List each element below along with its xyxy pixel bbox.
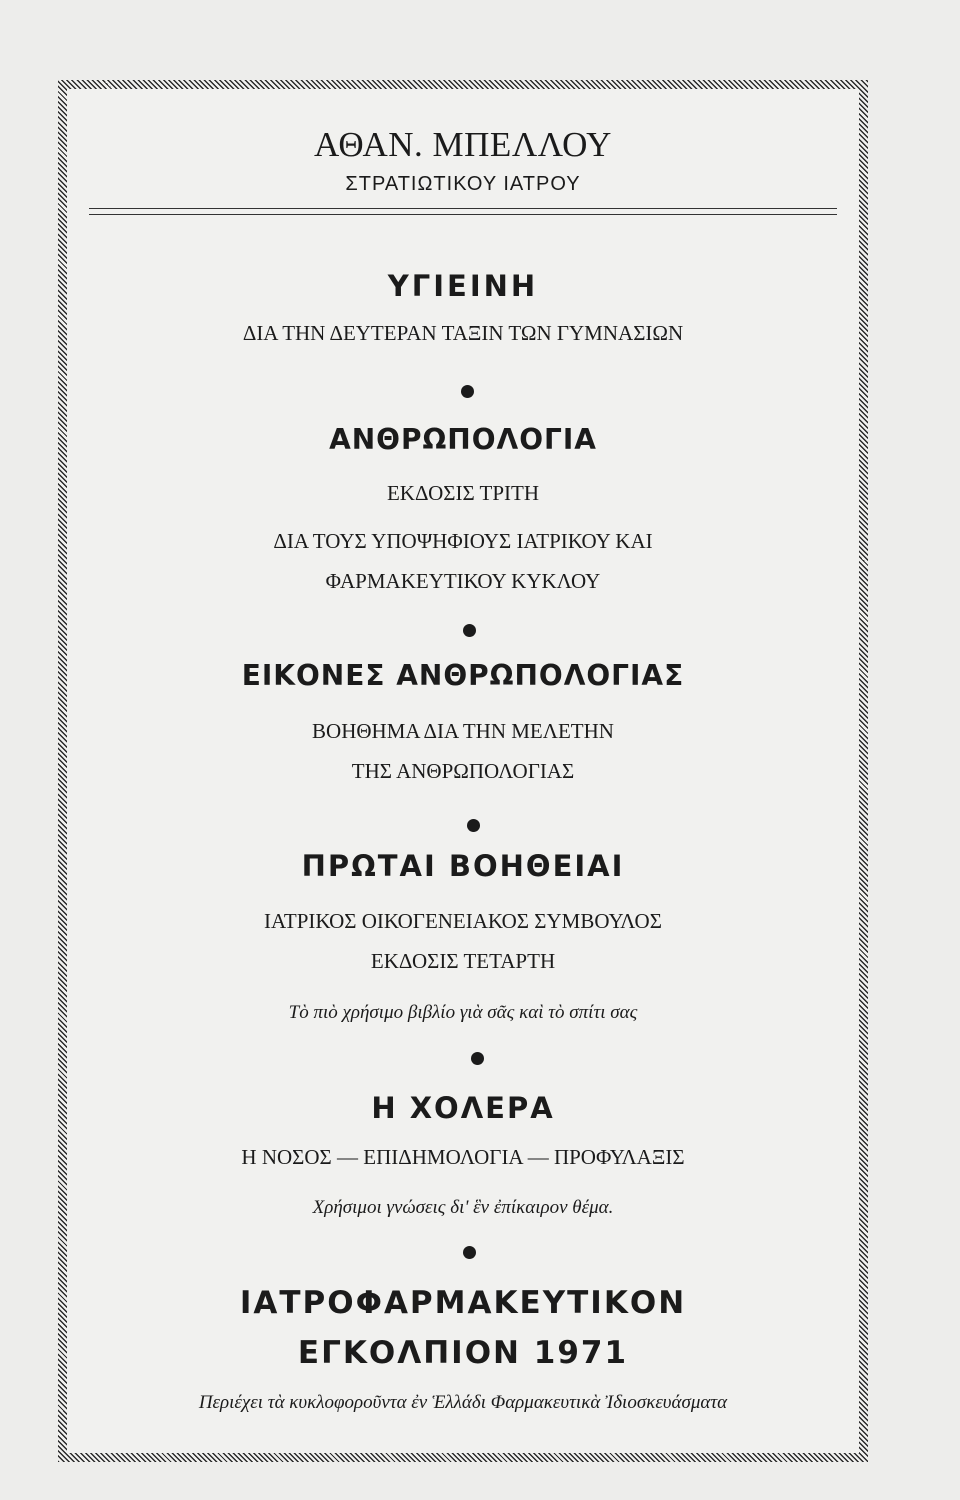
- separator-bullet-icon: [471, 1052, 484, 1065]
- author-name: ΑΘΑΝ. ΜΠΕΛΛΟΥ: [314, 125, 612, 164]
- book-title-protai-voitheiai: ΠΡΩΤΑΙ ΒΟΗΘΕΙΑΙ: [301, 849, 625, 883]
- book-note: Τὸ πιὸ χρήσιμο βιβλίο γιὰ σᾶς καὶ τὸ σπίτι σας: [288, 1002, 638, 1023]
- book-title-anthropologia: ΑΝΘΡΩΠΟΛΟΓΙΑ: [329, 423, 597, 456]
- book-note: Περιέχει τὰ κυκλοφοροῦντα ἐν Ἑλλάδι Φαρμακευτικὰ Ἰδιοσκευάσματα: [198, 1392, 728, 1413]
- separator-bullet-icon: [463, 624, 476, 637]
- book-subtitle: ΙΑΤΡΙΚΟΣ ΟΙΚΟΓΕΝΕΙΑΚΟΣ ΣΥΜΒΟΥΛΟΣ: [264, 909, 662, 933]
- book-edition: ΕΚΔΟΣΙΣ ΤΡΙΤΗ: [386, 481, 540, 505]
- book-title-cholera: Η ΧΟΛΕΡΑ: [371, 1091, 555, 1125]
- book-edition: ΕΚΔΟΣΙΣ ΤΕΤΑΡΤΗ: [370, 949, 556, 973]
- book-title-iatrofarmakeutikon: ΙΑΤΡΟΦΑΡΜΑΚΕΥΤΙΚΟΝ: [239, 1285, 687, 1321]
- separator-bullet-icon: [461, 385, 474, 398]
- separator-bullet-icon: [467, 819, 480, 832]
- author-title: ΣΤΡΑΤΙΩΤΙΚΟΥ ΙΑΤΡΟΥ: [345, 173, 581, 195]
- book-subtitle: ΒΟΗΘΗΜΑ ΔΙΑ ΤΗΝ ΜΕΛΕΤΗΝ: [312, 719, 614, 743]
- book-subtitle: ΔΙΑ ΤΗΝ ΔΕΥΤΕΡΑΝ ΤΑΞΙΝ ΤΩΝ ΓΥΜΝΑΣΙΩΝ: [242, 321, 684, 345]
- book-title-ygieini: ΥΓΙΕΙΝΗ: [387, 269, 539, 303]
- book-title-egkolpion: ΕΓΚΟΛΠΙΟΝ 1971: [297, 1335, 629, 1371]
- book-subtitle: ΤΗΣ ΑΝΘΡΩΠΟΛΟΓΙΑΣ: [351, 759, 575, 783]
- header-rule-top: [89, 208, 837, 209]
- book-subtitle: Η ΝΟΣΟΣ — ΕΠΙΔΗΜΟΛΟΓΙΑ — ΠΡΟΦΥΛΑΞΙΣ: [241, 1145, 685, 1169]
- book-subtitle: ΔΙΑ ΤΟΥΣ ΥΠΟΨΗΦΙΟΥΣ ΙΑΤΡΙΚΟΥ ΚΑΙ: [273, 529, 653, 553]
- bordered-advertisement-page: [58, 80, 868, 1462]
- book-subtitle: ΦΑΡΜΑΚΕΥΤΙΚΟΥ ΚΥΚΛΟΥ: [325, 569, 601, 593]
- book-title-eikones: ΕΙΚΟΝΕΣ ΑΝΘΡΩΠΟΛΟΓΙΑΣ: [241, 659, 685, 692]
- book-note: Χρήσιμοι γνώσεις δι' ἓν ἐπίκαιρον θέμα.: [312, 1197, 614, 1218]
- header-rule-bottom: [89, 214, 837, 215]
- separator-bullet-icon: [463, 1246, 476, 1259]
